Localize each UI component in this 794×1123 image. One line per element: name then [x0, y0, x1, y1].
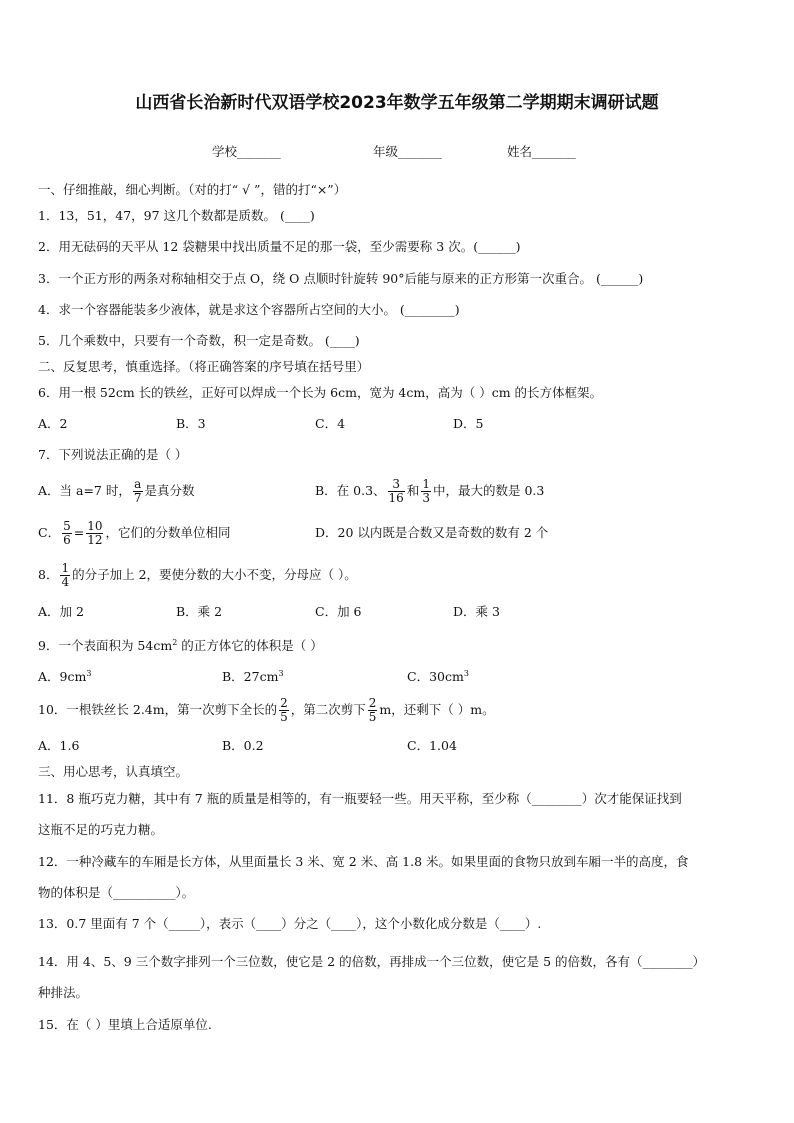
q8-numerator: 1: [61, 561, 70, 575]
question-12-line-1: 12．一种冷藏车的车厢是长方体，从里面量长 3 米、宽 2 米、高 1.8 米。如果里面的食物只放到车厢一半的高度，食: [38, 854, 689, 869]
q8-prefix: 8．: [38, 567, 59, 582]
q7a-suffix: 是真分数: [144, 483, 195, 498]
page-title: 山西省长治新时代双语学校2023年数学五年级第二学期期末调研试题: [135, 93, 659, 113]
q10-prefix: 10．一根铁丝长 2.4m，第一次剪下全长的: [38, 702, 278, 717]
q9a-sup: 3: [86, 669, 92, 678]
q9b-sup: 3: [278, 669, 284, 678]
q6-option-b: B．3: [176, 416, 206, 431]
q10-option-a: A．1.6: [38, 738, 80, 753]
q6-option-d: D．5: [453, 416, 484, 431]
q7a-prefix: A．当 a=7 时，: [38, 483, 131, 498]
q7b-fraction-2: [421, 478, 431, 505]
q8-option-d: D．乘 3: [453, 604, 500, 619]
q7c-suffix: ，它们的分数单位相同: [105, 525, 231, 540]
question-4: 4．求一个容器能装多少液体，就是求这个容器所占空间的大小。 (________): [38, 302, 460, 317]
question-6: 6．用一根 52cm 长的铁丝，正好可以焊成一个长为 6cm，宽为 4cm，高为（ ）cm 的长方体框架。: [38, 385, 603, 400]
q7b-prefix: B．在 0.3、: [315, 483, 386, 498]
q9-option-c: [407, 666, 469, 685]
q10-option-c: C．1.04: [407, 738, 457, 753]
q8-option-a: A．加 2: [38, 604, 84, 619]
question-3: 3．一个正方形的两条对称轴相交于点 O，绕 O 点顺时针旋转 90°后能与原来的正方形第一次重合。 (______): [38, 271, 644, 286]
q9a-text: A．9cm: [38, 669, 87, 684]
q9b-text: B．27cm: [222, 669, 279, 684]
q9-option-b: [222, 666, 284, 685]
q7-option-b: [315, 478, 544, 505]
q7b-denominator-2: 3: [422, 491, 430, 505]
q8-denominator: 4: [61, 575, 70, 589]
q7a-numerator: a: [134, 477, 142, 491]
q7a-denominator: 7: [133, 491, 142, 505]
question-13: 13．0.7 里面有 7 个（_____），表示（____）分之（____），这个小数化成分数是（____）.: [38, 916, 542, 931]
q7b-numerator-2: 1: [422, 477, 430, 491]
q7c-denominator-2: 12: [87, 533, 103, 547]
q8-fraction: [60, 562, 70, 589]
q7c-equals: =: [73, 525, 85, 540]
question-7: 7．下列说法正确的是（ ）: [38, 447, 188, 462]
q7a-fraction: [133, 478, 143, 505]
q6-option-a: A．2: [38, 416, 68, 431]
section-3-heading: 三、用心思考，认真填空。: [38, 764, 189, 779]
q7b-denominator-1: 16: [388, 491, 404, 505]
school-field: 学校_______: [212, 144, 281, 159]
name-field: 姓名_______: [507, 144, 576, 159]
q7c-denominator-1: 6: [63, 533, 71, 547]
q9c-text: C．30cm: [407, 669, 464, 684]
question-8: [38, 562, 357, 589]
q7b-fraction-1: [388, 478, 405, 505]
question-12-line-2: 物的体积是（__________）。: [38, 885, 195, 900]
q8-option-c: C．加 6: [315, 604, 362, 619]
q10-numerator-2: 2: [368, 696, 377, 710]
q9-suffix: 的正方体它的体积是（ ）: [177, 638, 323, 653]
question-14-line-2: 种排法。: [38, 985, 89, 1000]
q7-option-c: [38, 520, 231, 547]
q6-option-c: C．4: [315, 416, 346, 431]
q10-fraction-2: [368, 697, 378, 724]
question-10: [38, 697, 495, 724]
q7b-suffix: 中，最大的数是 0.3: [432, 483, 545, 498]
q7b-and: 和: [406, 483, 420, 498]
q7c-fraction-1: [62, 520, 72, 547]
q10-suffix: m，还剩下（ ）m。: [379, 702, 495, 717]
grade-field: 年级_______: [373, 144, 442, 159]
question-2: 2．用无砝码的天平从 12 袋糖果中找出质量不足的那一袋，至少需要称 3 次。(______): [38, 239, 521, 254]
q7-option-a: [38, 478, 195, 505]
q9-superscript: 2: [172, 638, 178, 647]
question-11-line-2: 这瓶不足的巧克力糖。: [38, 822, 164, 837]
q7c-prefix: C．: [38, 525, 61, 540]
q8-suffix: 的分子加上 2，要使分数的大小不变，分母应（ ）。: [72, 567, 357, 582]
q7c-fraction-2: [86, 520, 103, 547]
q8-option-b: B．乘 2: [176, 604, 223, 619]
question-15: 15．在（ ）里填上合适原单位.: [38, 1017, 212, 1032]
section-2-heading: 二、反复思考，慎重选择。（将正确答案的序号填在括号里）: [38, 359, 370, 374]
q10-middle: ，第二次剪下: [290, 702, 366, 717]
q10-numerator-1: 2: [280, 696, 288, 710]
q9c-sup: 3: [463, 669, 469, 678]
q9-prefix: 9．一个表面积为 54cm: [38, 638, 173, 653]
question-14-line-1: 14．用 4、5、9 三个数字排列一个三位数，使它是 2 的倍数，再排成一个三位数，使它是 5 的倍数，各有（________）: [38, 954, 706, 969]
question-1: 1．13，51，47，97 这几个数都是质数。 (____): [38, 208, 315, 223]
q7b-numerator-1: 3: [388, 478, 405, 492]
q10-fraction-1: [279, 697, 289, 724]
q7-option-d: D．20 以内既是合数又是奇数的数有 2 个: [315, 525, 549, 540]
q9-option-a: [38, 666, 91, 685]
q7c-numerator-2: 10: [87, 519, 103, 533]
section-1-heading: 一、仔细推敲，细心判断。（对的打“ √ ”，错的打“×”）: [38, 182, 347, 197]
q10-denominator-1: 5: [280, 710, 288, 724]
q7c-numerator-1: 5: [63, 519, 71, 533]
q10-denominator-2: 5: [368, 710, 377, 724]
q10-option-b: B．0.2: [222, 738, 264, 753]
question-9: [38, 635, 323, 654]
question-11-line-1: 11．8 瓶巧克力糖，其中有 7 瓶的质量是相等的，有一瓶要轻一些。用天平称，至少称（________）次才能保证找到: [38, 791, 682, 806]
question-5: 5．几个乘数中，只要有一个奇数，积一定是奇数。 (____): [38, 333, 360, 348]
